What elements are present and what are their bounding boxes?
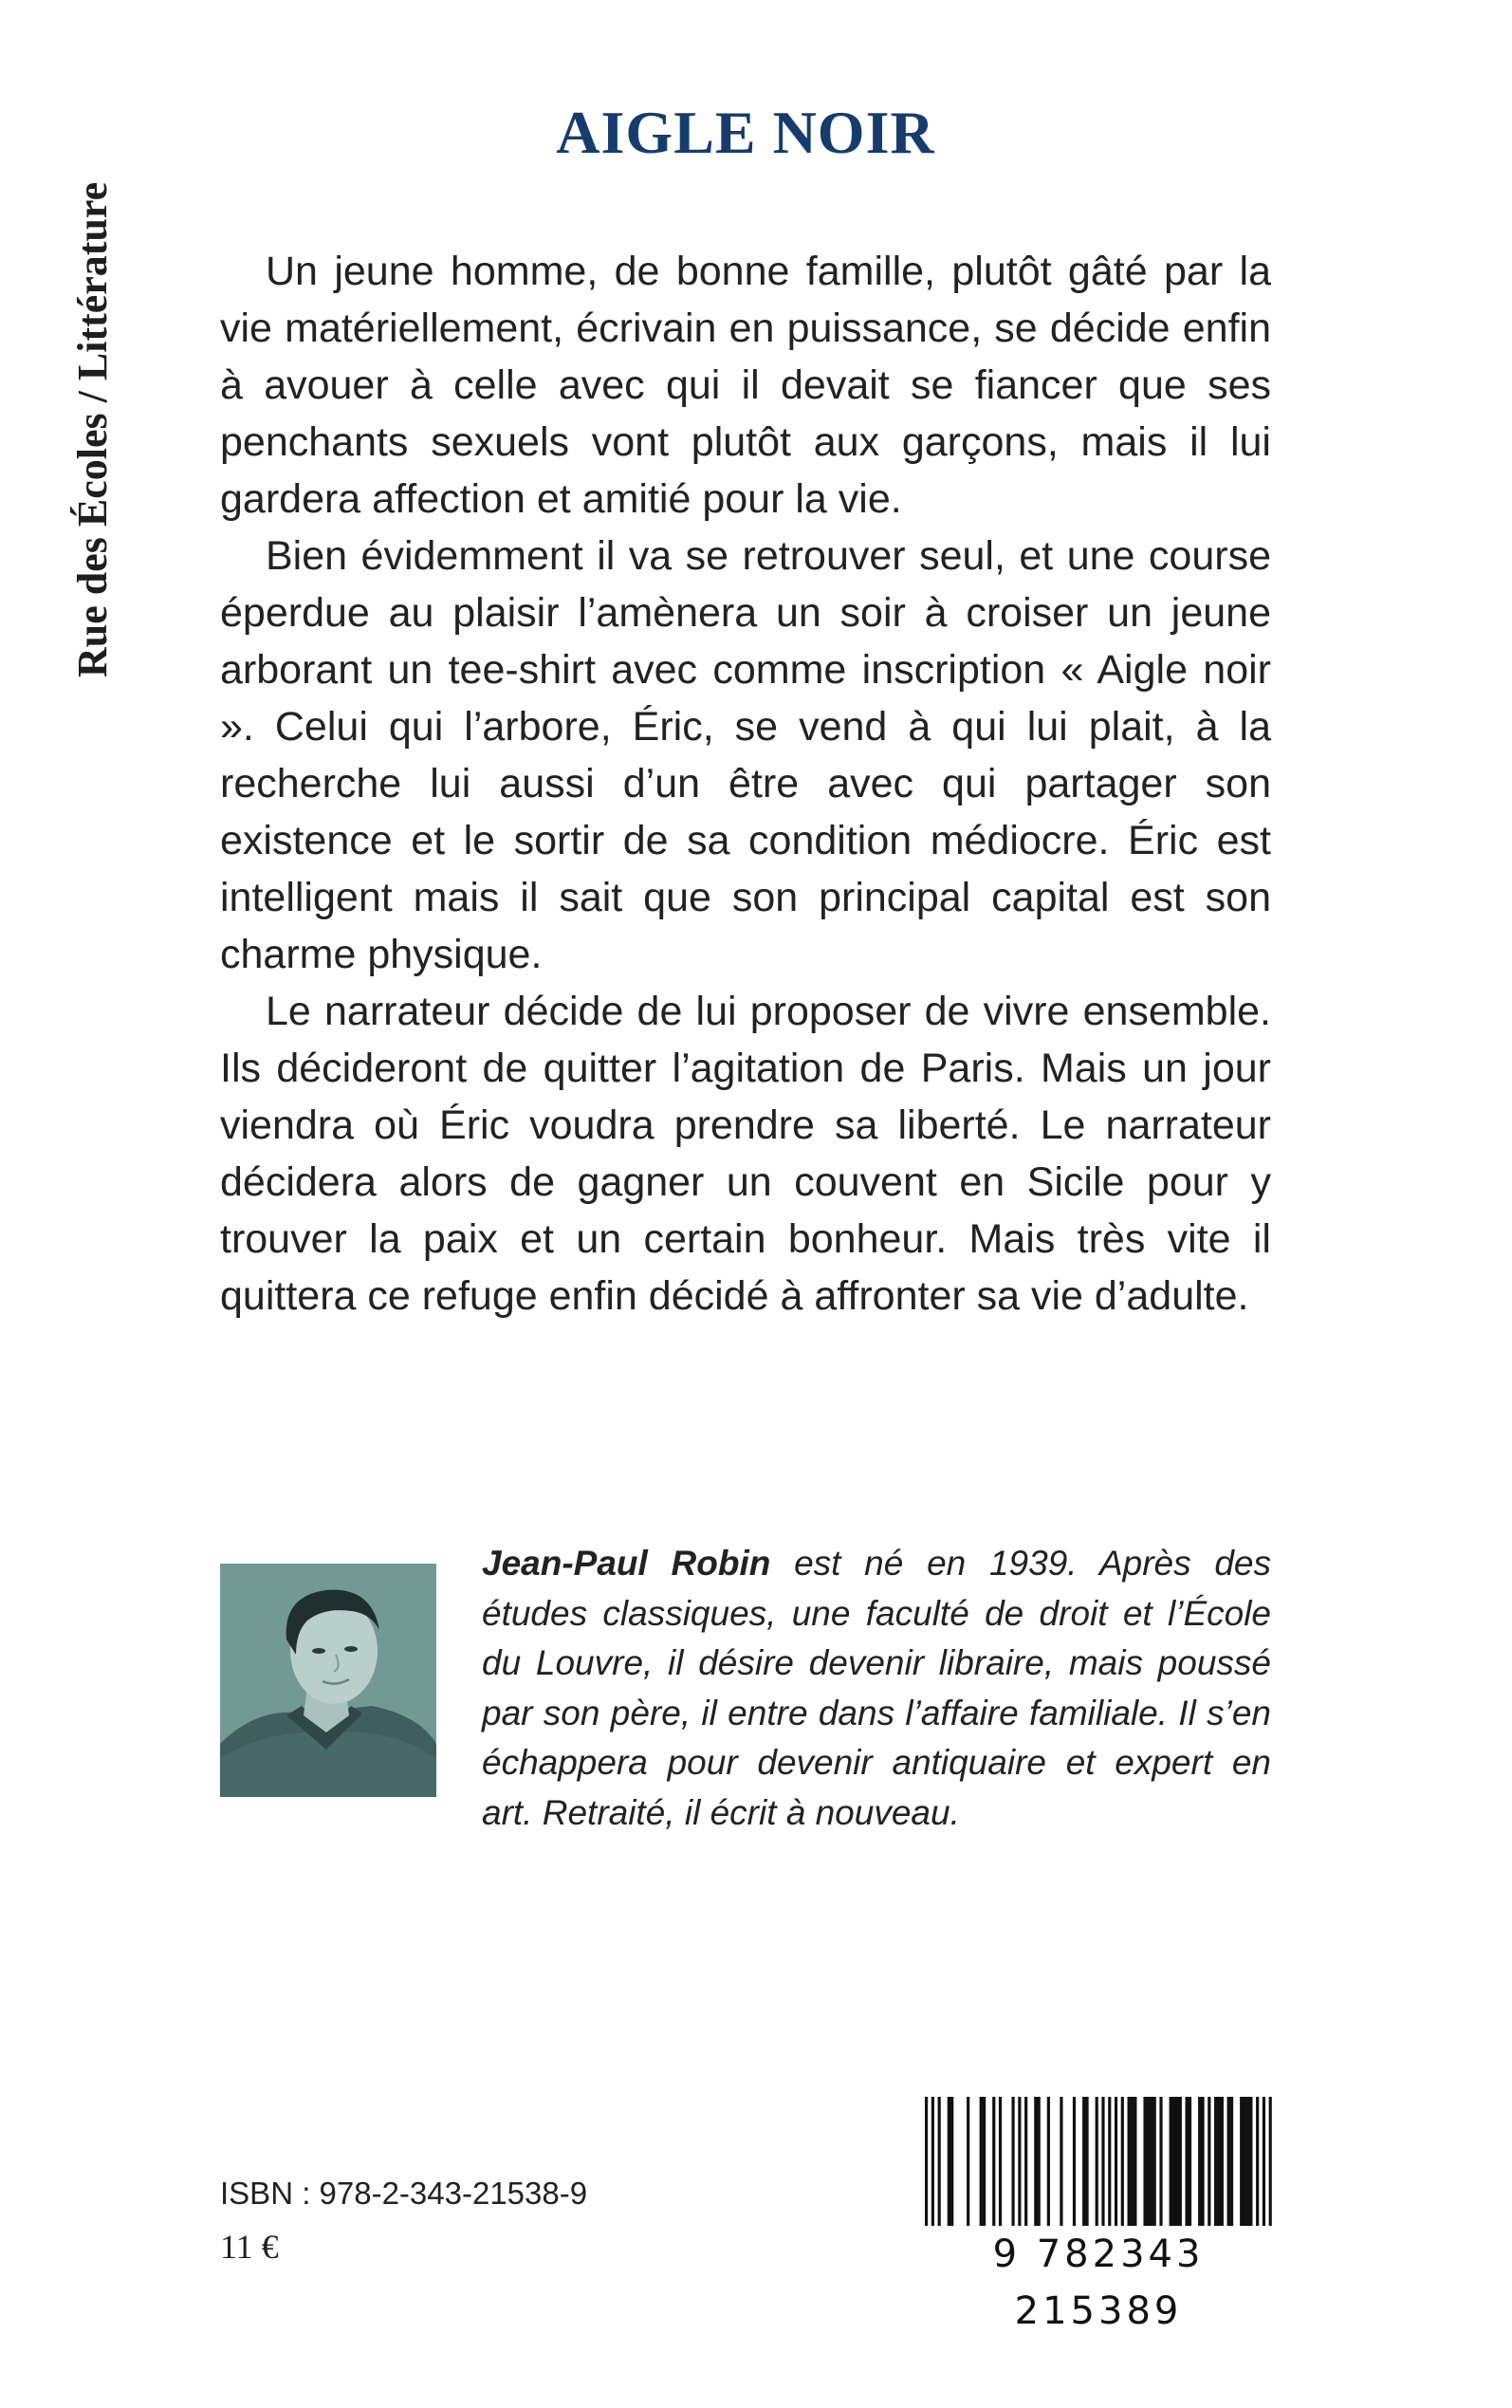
synopsis-paragraph: Un jeune homme, de bonne famille, plutôt gâté par la vie matériellement, écrivain en puissance, se décide enfin à avouer à celle avec qui il devait se fiancer que ses penchants sexuels vont plutôt aux garçons, mais il lui gardera affection et amitié pour la vie. bbox=[220, 249, 1271, 522]
book-title: AIGLE NOIR bbox=[556, 99, 935, 166]
synopsis-paragraph: Le narrateur décide de lui proposer de vivre ensemble. Ils décideront de quitter l’agitation de Paris. Mais un jour viendra où Éric voudra prendre sa liberté. Le narrateur décidera alors de gagner un couvent en Sicile pour y trouver la paix et un certain bonheur. Mais très vite il quittera ce refuge enfin décidé à affronter sa vie d’adulte. bbox=[220, 989, 1271, 1319]
author-name: Jean-Paul Robin bbox=[482, 1544, 771, 1583]
author-bio bbox=[482, 1539, 1271, 1838]
synopsis-paragraph: Bien évidemment il va se retrouver seul, et une course éperdue au plaisir l’amènera un soir à croiser un jeune arborant un tee-shirt avec comme inscription « Aigle noir ». Celui qui l’arbore, Éric, se vend à qui lui plait, à la recherche lui aussi d’un être avec qui partager son existence et le sortir de sa condition médiocre. Éric est intelligent mais il sait que son principal capital est son charme physique. bbox=[220, 533, 1271, 977]
synopsis bbox=[220, 243, 1271, 1324]
price: 11 € bbox=[220, 2228, 279, 2266]
author-photo bbox=[220, 1564, 436, 1797]
author-bio-text: est né en 1939. Après des études classiques, une faculté de droit et l’École du Louvre, il désire devenir libraire, mais poussé par son père, il entre dans l’affaire familiale. Il s’en échappera pour devenir antiquaire et expert en art. Retraité, il écrit à nouveau. bbox=[482, 1544, 1271, 1832]
barcode-digits: 9 782343 215389 bbox=[920, 2226, 1277, 2283]
author-portrait-icon bbox=[220, 1564, 436, 1797]
spine-collection-label: Rue des Écoles / Littérature bbox=[69, 181, 116, 677]
isbn: ISBN : 978-2-343-21538-9 bbox=[220, 2176, 588, 2211]
